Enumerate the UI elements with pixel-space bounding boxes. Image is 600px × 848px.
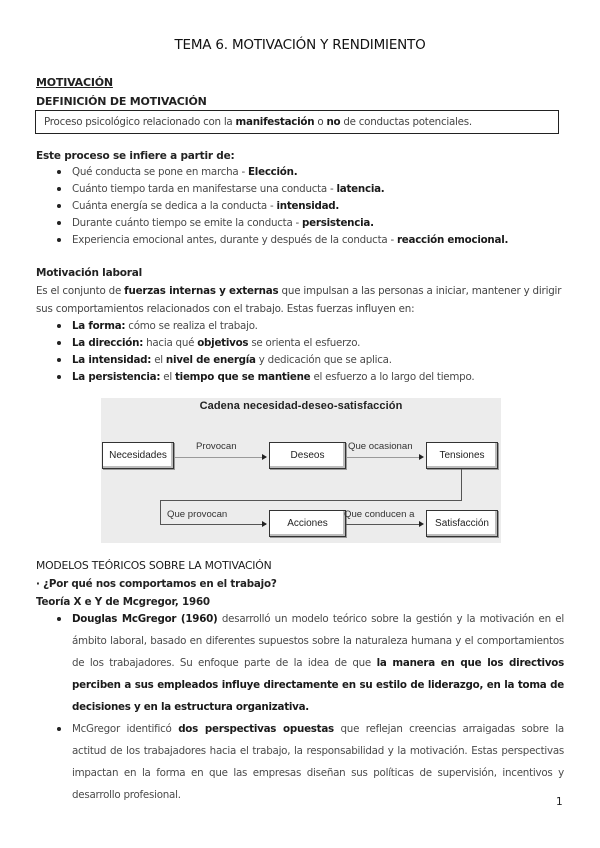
item-text: Cuánta energía se dedica a la conducta - — [72, 200, 277, 212]
item-bold: objetivos — [197, 337, 249, 349]
edge-line — [346, 457, 422, 458]
item-bold: dos perspectivas opuestas — [178, 723, 334, 735]
node-tensiones: Tensiones — [426, 442, 498, 469]
definition-box — [35, 110, 559, 134]
item-text: Qué conducta se pone en marcha - — [72, 166, 249, 178]
list-item — [36, 232, 508, 249]
item-bold: La persistencia: — [72, 371, 161, 383]
list-item — [36, 718, 564, 806]
edge-label-que-conducen-a: Que conducen a — [344, 509, 415, 520]
node-necesidades: Necesidades — [102, 442, 174, 469]
edge-line — [346, 524, 422, 525]
page-number: 1 — [556, 796, 563, 808]
item-bold: La intensidad: — [72, 354, 152, 366]
connector-line — [160, 500, 462, 501]
inference-heading: Este proceso se infiere a partir de: — [36, 150, 235, 162]
definition-text: de conductas potenciales. — [340, 116, 472, 128]
intro-text: Es el conjunto de — [36, 285, 125, 297]
item-bold: nivel de energía — [165, 354, 256, 366]
connector-line — [461, 469, 462, 500]
item-text: Durante cuánto tiempo se emite la conducta - — [72, 217, 303, 229]
item-text: hacia qué — [143, 337, 198, 349]
item-bold: Elección. — [248, 166, 298, 178]
item-text: Cuánto tiempo tarda en manifestarse una conducta - — [72, 183, 337, 195]
arrow-icon — [419, 454, 424, 460]
item-bold: La forma: — [72, 320, 126, 332]
item-text: el — [160, 371, 175, 383]
item-text: el — [151, 354, 166, 366]
document-title: TEMA 6. MOTIVACIÓN Y RENDIMIENTO — [174, 37, 426, 53]
item-text: cómo se realiza el trabajo. — [125, 320, 258, 332]
item-bold: persistencia. — [302, 217, 374, 229]
list-item — [36, 198, 508, 215]
item-text: desarrolló un modelo teórico sobre la gestión y la motivación en el ámbito laboral, basado en diferentes supuestos sobre la naturaleza humana y el comportamientos de los trabajadores. Su enfoque parte de la idea de que — [72, 613, 564, 669]
laboral-intro — [36, 283, 564, 318]
diagram-title: Cadena necesidad-deseo-satisfacción — [199, 400, 403, 412]
definition-bold: manifestación — [235, 116, 315, 128]
item-text: se orienta el esfuerzo. — [248, 337, 361, 349]
list-item — [36, 215, 508, 232]
definition-text: o — [314, 116, 327, 128]
mcgregor-list — [36, 608, 564, 806]
list-item — [36, 181, 508, 198]
laboral-heading: Motivación laboral — [36, 267, 143, 279]
item-bold: La dirección: — [72, 337, 144, 349]
list-item — [36, 318, 474, 335]
theory-heading: Teoría X e Y de Mcgregor, 1960 — [36, 596, 210, 608]
arrow-icon — [262, 454, 267, 460]
definition-bold: no — [326, 116, 341, 128]
need-desire-satisfaction-diagram — [101, 398, 501, 543]
definition-heading: DEFINICIÓN DE MOTIVACIÓN — [36, 95, 207, 108]
list-item — [36, 369, 474, 386]
item-text: Experiencia emocional antes, durante y después de la conducta - — [72, 234, 397, 246]
connector-line — [160, 500, 161, 525]
item-text: que reflejan creencias arraigadas sobre la actitud de los trabajadores hacia el trabajo, la responsabilidad y la motivación. Estas perspectivas impactan en la forma en que las empresas diseñan sus políticas de supervisión, incentivos y desarrollo profesional. — [72, 723, 564, 801]
laboral-list — [36, 318, 474, 386]
item-bold: latencia. — [336, 183, 385, 195]
intro-text: que impulsan a las personas a iniciar, mantener y dirigir sus comportamientos relacionados con el trabajo. Estas fuerzas influyen en: — [36, 285, 562, 315]
node-satisfaccion: Satisfacción — [426, 510, 498, 537]
section-heading-motivacion: MOTIVACIÓN — [36, 76, 113, 89]
item-bold: la manera en que los directivos perciben a sus empleados influye directamente en su estilo de liderazgo, en la toma de decisiones y en la estructura organizativa. — [72, 657, 564, 713]
item-text: McGregor identificó — [72, 723, 179, 735]
edge-label-que-provocan: Que provocan — [167, 509, 228, 520]
arrow-icon — [419, 521, 424, 527]
item-bold: tiempo que se mantiene — [175, 371, 311, 383]
item-bold: Douglas McGregor (1960) — [72, 613, 218, 625]
edge-label-provocan: Provocan — [196, 441, 237, 452]
item-bold: reacción emocional. — [396, 234, 509, 246]
item-text: y dedicación que se aplica. — [255, 354, 392, 366]
list-item — [36, 352, 474, 369]
list-item — [36, 608, 564, 718]
arrow-icon — [262, 521, 267, 527]
item-text: el esfuerzo a lo largo del tiempo. — [310, 371, 475, 383]
inference-list — [36, 164, 508, 249]
node-acciones: Acciones — [269, 510, 346, 537]
list-item — [36, 164, 508, 181]
intro-bold: fuerzas internas y externas — [124, 285, 279, 297]
modelos-question: · ¿Por qué nos comportamos en el trabajo? — [36, 578, 277, 590]
edge-label-que-ocasionan: Que ocasionan — [348, 441, 413, 452]
item-bold: intensidad. — [276, 200, 340, 212]
list-item — [36, 335, 474, 352]
node-deseos: Deseos — [269, 442, 346, 469]
definition-text: Proceso psicológico relacionado con la — [44, 116, 236, 128]
modelos-heading: MODELOS TEÓRICOS SOBRE LA MOTIVACIÓN — [36, 559, 272, 572]
connector-line — [160, 524, 266, 525]
edge-line — [174, 457, 266, 458]
